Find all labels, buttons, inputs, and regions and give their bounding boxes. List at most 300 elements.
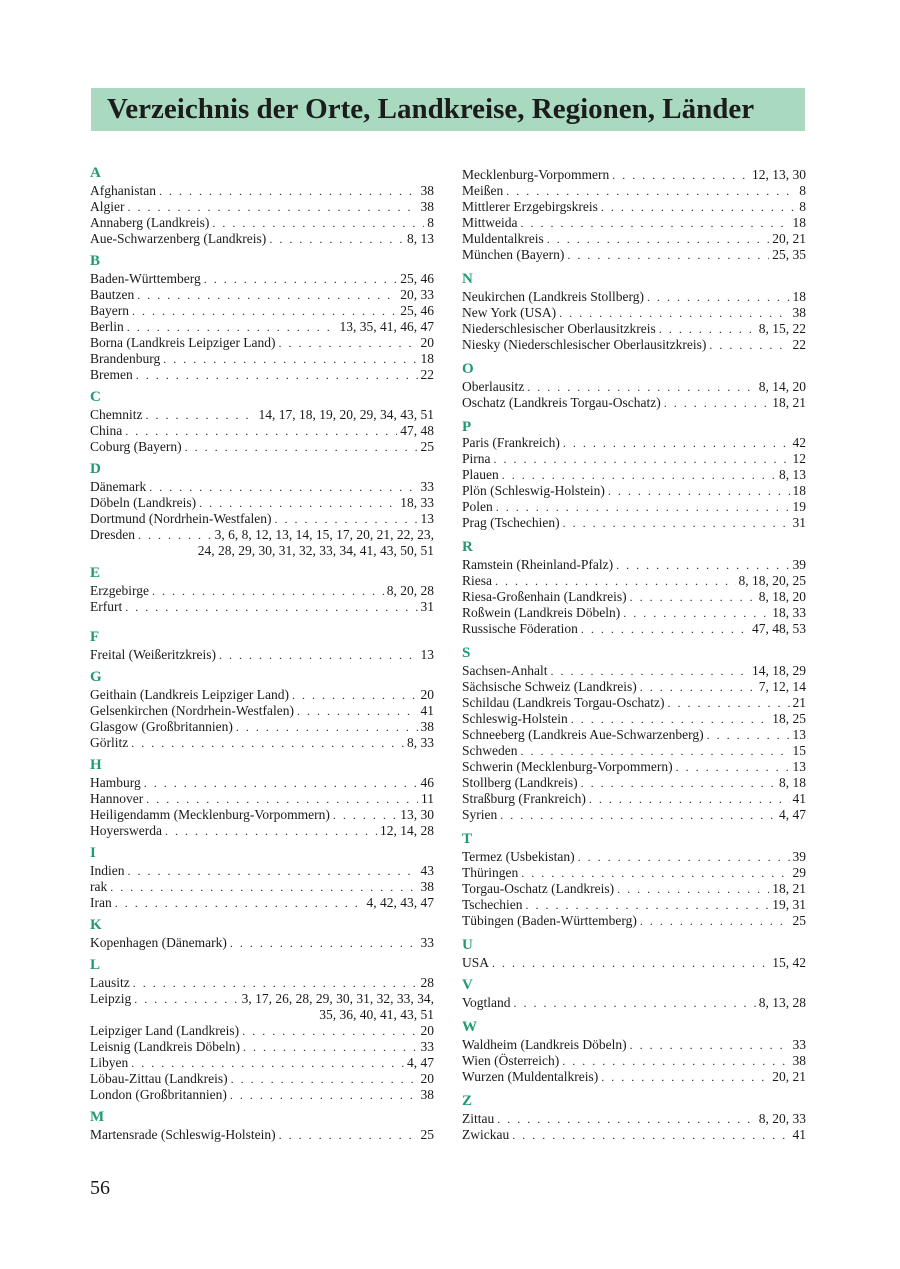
entry-name: Wurzen (Muldentalkreis) — [462, 1069, 599, 1084]
index-entry-gelsenkirchen-nordrhein-westfalen — [90, 703, 434, 719]
entry-pages: 25, 46 — [400, 271, 434, 286]
entry-pages: 12, 14, 28 — [380, 823, 434, 838]
index-entry-iran — [90, 895, 434, 911]
entry-pages: 39 — [792, 849, 806, 864]
entry-pages-continued: 24, 28, 29, 30, 31, 32, 33, 34, 41, 43, 50, 51 — [197, 543, 434, 558]
entry-name: Freital (Weißeritzkreis) — [90, 647, 216, 662]
index-entry-new-york-usa — [462, 305, 806, 321]
index-entry-wurzen-muldentalkreis — [462, 1069, 806, 1085]
entry-name: Berlin — [90, 319, 124, 334]
entry-name: Termez (Usbekistan) — [462, 849, 575, 864]
entry-name: Afghanistan — [90, 183, 156, 198]
index-entry-chemnitz — [90, 407, 434, 423]
index-entry-sachsen-anhalt — [462, 663, 806, 679]
dot-leader — [132, 303, 397, 319]
entry-name: Borna (Landkreis Leipziger Land) — [90, 335, 276, 350]
index-column-left — [90, 0, 434, 1269]
index-entry-zwickau — [462, 1127, 806, 1143]
index-entry-leipzig — [90, 991, 434, 1007]
entry-pages: 38 — [792, 305, 806, 320]
index-entry-tschechien — [462, 897, 806, 913]
entry-name: Paris (Frankreich) — [462, 435, 560, 450]
dot-leader — [630, 589, 756, 605]
index-entry-saechsische-schweiz-landkreis — [462, 679, 806, 695]
index-entry-leipziger-land-landkreis — [90, 1023, 434, 1039]
dot-leader — [623, 605, 769, 621]
entry-pages: 38 — [420, 183, 434, 198]
index-entry-schleswig-holstein — [462, 711, 806, 727]
entry-pages: 7, 12, 14 — [758, 679, 806, 694]
entry-pages: 29 — [792, 865, 806, 880]
entry-pages: 13 — [420, 511, 434, 526]
entry-name: Gelsenkirchen (Nordrhein-Westfalen) — [90, 703, 294, 718]
dot-leader — [616, 557, 789, 573]
index-entry-aue-schwarzenberg-landkreis — [90, 231, 434, 247]
entry-pages: 18, 25 — [772, 711, 806, 726]
dot-leader — [333, 807, 397, 823]
entry-name: Stollberg (Landkreis) — [462, 775, 578, 790]
entry-name: Schildau (Landkreis Torgau-Oschatz) — [462, 695, 665, 710]
entry-pages: 13 — [792, 727, 806, 742]
index-entry-vogtland — [462, 995, 806, 1011]
index-entry-strassburg-frankreich — [462, 791, 806, 807]
entry-pages: 20, 33 — [400, 287, 434, 302]
entry-name: Libyen — [90, 1055, 129, 1070]
dot-leader — [563, 515, 790, 531]
index-entry-torgau-oschatz-landkreis — [462, 881, 806, 897]
entry-name: Niederschlesischer Oberlausitzkreis — [462, 321, 656, 336]
dot-leader — [601, 199, 796, 215]
dot-leader — [134, 991, 238, 1007]
entry-pages: 13 — [792, 759, 806, 774]
dot-leader — [589, 791, 790, 807]
index-entry-plauen — [462, 467, 806, 483]
entry-name: Muldentalkreis — [462, 231, 544, 246]
index-entry-loebau-zittau-landkreis — [90, 1071, 434, 1087]
dot-leader — [581, 775, 776, 791]
entry-name: Leipziger Land (Landkreis) — [90, 1023, 240, 1038]
dot-leader — [563, 435, 790, 451]
entry-pages: 15, 42 — [772, 955, 806, 970]
dot-leader — [125, 423, 397, 439]
index-entry-zittau — [462, 1111, 806, 1127]
entry-pages: 42 — [792, 435, 806, 450]
entry-pages: 22 — [792, 337, 806, 352]
entry-name: Aue-Schwarzenberg (Landkreis) — [90, 231, 267, 246]
entry-pages: 3, 17, 26, 28, 29, 30, 31, 32, 33, 34, — [241, 991, 434, 1006]
entry-name: Algier — [90, 199, 125, 214]
entry-pages: 8, 13, 28 — [758, 995, 806, 1010]
section-letter-i: I — [90, 845, 96, 861]
entry-pages: 15 — [792, 743, 806, 758]
entry-name: Hamburg — [90, 775, 141, 790]
index-entry-dortmund-nordrhein-westfalen — [90, 511, 434, 527]
section-letter-z: Z — [462, 1093, 473, 1109]
entry-name: Prag (Tschechien) — [462, 515, 560, 530]
entry-name: Heiligendamm (Mecklenburg-Vorpommern) — [90, 807, 330, 822]
dot-leader — [128, 199, 418, 215]
section-letter-p: P — [462, 419, 472, 435]
dot-leader — [612, 167, 749, 183]
entry-name: Meißen — [462, 183, 504, 198]
index-entry-schweden — [462, 743, 806, 759]
section-letter-r: R — [462, 539, 473, 555]
section-letter-t: T — [462, 831, 473, 847]
entry-name: China — [90, 423, 123, 438]
section-letter-k: K — [90, 917, 102, 933]
entry-name: rak — [90, 879, 108, 894]
index-entry-annaberg-landkreis — [90, 215, 434, 231]
entry-name: Annaberg (Landkreis) — [90, 215, 210, 230]
entry-pages: 8, 33 — [407, 735, 434, 750]
entry-pages: 33 — [420, 1039, 434, 1054]
index-entry-muldentalkreis — [462, 231, 806, 247]
entry-pages: 12 — [792, 451, 806, 466]
index-entry-algier — [90, 199, 434, 215]
index-entry-hannover — [90, 791, 434, 807]
index-entry-leisnig-landkreis-doebeln — [90, 1039, 434, 1055]
dot-leader — [231, 1071, 418, 1087]
entry-name: Riesa-Großenhain (Landkreis) — [462, 589, 627, 604]
index-entry-mittweida — [462, 215, 806, 231]
entry-pages: 20 — [420, 1023, 434, 1038]
entry-name: Erzgebirge — [90, 583, 149, 598]
index-entry-meissen — [462, 183, 806, 199]
entry-pages: 25 — [792, 913, 806, 928]
index-entry-thueringen — [462, 865, 806, 881]
section-letter-l: L — [90, 957, 101, 973]
entry-pages: 13 — [420, 647, 434, 662]
dot-leader — [131, 735, 404, 751]
dot-leader — [640, 913, 790, 929]
index-entry-mecklenburg-vorpommern — [462, 167, 806, 183]
entry-pages: 14, 18, 29 — [752, 663, 806, 678]
entry-pages: 47, 48, 53 — [752, 621, 806, 636]
index-entry-russische-foederation — [462, 621, 806, 637]
dot-leader — [500, 807, 776, 823]
dot-leader — [494, 451, 790, 467]
entry-name: Wien (Österreich) — [462, 1053, 560, 1068]
dot-leader — [617, 881, 769, 897]
entry-name: New York (USA) — [462, 305, 557, 320]
entry-pages: 20 — [420, 1071, 434, 1086]
entry-pages: 20, 21 — [772, 1069, 806, 1084]
entry-pages: 8, 13 — [407, 231, 434, 246]
entry-pages: 28 — [420, 975, 434, 990]
index-entry-waldheim-landkreis-doebeln — [462, 1037, 806, 1053]
entry-name: Zittau — [462, 1111, 495, 1126]
entry-pages: 8, 13 — [779, 467, 806, 482]
section-letter-c: C — [90, 389, 101, 405]
entry-name: Glasgow (Großbritannien) — [90, 719, 233, 734]
entry-name: Russische Föderation — [462, 621, 578, 636]
entry-name: Schweden — [462, 743, 518, 758]
dot-leader — [664, 395, 770, 411]
entry-pages: 25 — [420, 1127, 434, 1142]
section-letter-m: M — [90, 1109, 105, 1125]
entry-name: Ramstein (Rheinland-Pfalz) — [462, 557, 614, 572]
entry-pages: 33 — [792, 1037, 806, 1052]
index-entry-indien — [90, 863, 434, 879]
entry-name: USA — [462, 955, 490, 970]
entry-name: Dortmund (Nordrhein-Westfalen) — [90, 511, 272, 526]
index-entry-paris-frankreich — [462, 435, 806, 451]
entry-name: Tübingen (Baden-Württemberg) — [462, 913, 637, 928]
entry-name: Görlitz — [90, 735, 129, 750]
entry-name: Baden-Württemberg — [90, 271, 201, 286]
index-entry-goerlitz — [90, 735, 434, 751]
dot-leader — [146, 791, 418, 807]
index-entry-lausitz — [90, 975, 434, 991]
entry-pages: 12, 13, 30 — [752, 167, 806, 182]
dot-leader — [199, 495, 397, 511]
entry-pages: 33 — [420, 479, 434, 494]
entry-pages: 19 — [792, 499, 806, 514]
index-entry-coburg-bayern — [90, 439, 434, 455]
dot-leader — [128, 863, 418, 879]
index-entry-wien-oesterreich — [462, 1053, 806, 1069]
index-entry-bayern — [90, 303, 434, 319]
entry-pages: 4, 42, 43, 47 — [366, 895, 434, 910]
dot-leader — [567, 247, 769, 263]
dot-leader — [492, 955, 769, 971]
dot-leader — [125, 599, 417, 615]
index-entry-ramstein-rheinland-pfalz — [462, 557, 806, 573]
dot-leader — [521, 865, 789, 881]
entry-name: London (Großbritannien) — [90, 1087, 227, 1102]
dot-leader — [578, 849, 790, 865]
dot-leader — [527, 379, 756, 395]
entry-pages: 18 — [420, 351, 434, 366]
index-entry-freital-weisseritzkreis — [90, 647, 434, 663]
dot-leader — [707, 727, 790, 743]
index-entry-martensrade-schleswig-holstein — [90, 1127, 434, 1143]
entry-pages: 20 — [420, 687, 434, 702]
dot-leader — [571, 711, 770, 727]
dot-leader — [630, 1037, 790, 1053]
index-entry-glasgow-grossbritannien — [90, 719, 434, 735]
dot-leader — [550, 663, 749, 679]
entry-pages: 8, 18, 20 — [758, 589, 806, 604]
entry-name: Mittweida — [462, 215, 518, 230]
entry-pages: 18, 21 — [772, 395, 806, 410]
entry-name: Plauen — [462, 467, 499, 482]
entry-name: Mecklenburg-Vorpommern — [462, 167, 610, 182]
page-number: 56 — [90, 1177, 110, 1199]
entry-name: Hoyerswerda — [90, 823, 162, 838]
entry-pages: 46 — [420, 775, 434, 790]
index-entry-berlin — [90, 319, 434, 335]
index-entry-prag-tschechien — [462, 515, 806, 531]
index-entry-hoyerswerda — [90, 823, 434, 839]
dot-leader — [230, 935, 418, 951]
dot-leader — [676, 759, 790, 775]
dot-leader — [709, 337, 789, 353]
dot-leader — [562, 1053, 789, 1069]
entry-pages: 4, 47 — [407, 1055, 434, 1070]
entry-name: Straßburg (Frankreich) — [462, 791, 586, 806]
section-letter-o: O — [462, 361, 474, 377]
entry-pages: 21 — [792, 695, 806, 710]
entry-pages: 38 — [420, 719, 434, 734]
dot-leader — [136, 367, 418, 383]
index-entry-ploen-schleswig-holstein — [462, 483, 806, 499]
entry-name: Lausitz — [90, 975, 130, 990]
dot-leader — [497, 1111, 756, 1127]
entry-pages: 38 — [792, 1053, 806, 1068]
index-entry-rak — [90, 879, 434, 895]
dot-leader — [520, 743, 789, 759]
dot-leader — [146, 407, 256, 423]
index-entry-niesky-niederschlesischer-oberlausitzkreis — [462, 337, 806, 353]
dot-leader — [243, 1039, 418, 1055]
index-entry-riesa — [462, 573, 806, 589]
entry-pages: 11 — [421, 791, 434, 806]
index-entry-kopenhagen-daenemark — [90, 935, 434, 951]
entry-pages: 25, 35 — [772, 247, 806, 262]
index-entry-stollberg-landkreis — [462, 775, 806, 791]
entry-name: Zwickau — [462, 1127, 510, 1142]
entry-pages: 33 — [420, 935, 434, 950]
dot-leader — [127, 319, 337, 335]
entry-pages: 31 — [420, 599, 434, 614]
index-entry-dresden — [90, 527, 434, 543]
index-entry-borna-landkreis-leipziger-land — [90, 335, 434, 351]
entry-name: Bautzen — [90, 287, 135, 302]
entry-pages: 22 — [420, 367, 434, 382]
entry-pages: 3, 6, 8, 12, 13, 14, 15, 17, 20, 21, 22, 23, — [214, 527, 434, 542]
index-entry-niederschlesischer-oberlausitzkreis — [462, 321, 806, 337]
dot-leader — [512, 1127, 789, 1143]
section-letter-e: E — [90, 565, 101, 581]
dot-leader — [279, 1127, 418, 1143]
section-letter-w: W — [462, 1019, 477, 1035]
section-letter-u: U — [462, 937, 473, 953]
dot-leader — [559, 305, 789, 321]
index-entry-hamburg — [90, 775, 434, 791]
entry-name: Leipzig — [90, 991, 132, 1006]
entry-pages: 19, 31 — [772, 897, 806, 912]
index-entry-erfurt — [90, 599, 434, 615]
dot-leader — [110, 879, 417, 895]
entry-pages: 31 — [792, 515, 806, 530]
entry-pages: 4, 47 — [779, 807, 806, 822]
index-entry-schildau-landkreis-torgau-oschatz — [462, 695, 806, 711]
entry-name: Dresden — [90, 527, 135, 542]
dot-leader — [279, 335, 418, 351]
index-entry-oschatz-landkreis-torgau-oschatz — [462, 395, 806, 411]
entry-name: Löbau-Zittau (Landkreis) — [90, 1071, 228, 1086]
entry-name: München (Bayern) — [462, 247, 565, 262]
index-column-right — [462, 0, 806, 1269]
dot-leader — [131, 1055, 404, 1071]
entry-name: Tschechien — [462, 897, 523, 912]
dot-leader — [547, 231, 770, 247]
entry-name: Schwerin (Mecklenburg-Vorpommern) — [462, 759, 673, 774]
entry-name: Sachsen-Anhalt — [462, 663, 548, 678]
entry-pages: 47, 48 — [400, 423, 434, 438]
entry-pages: 25, 46 — [400, 303, 434, 318]
entry-name: Vogtland — [462, 995, 511, 1010]
entry-name: Oberlausitz — [462, 379, 525, 394]
dot-leader — [514, 995, 756, 1011]
index-entry-polen — [462, 499, 806, 515]
dot-leader — [292, 687, 417, 703]
entry-name: Brandenburg — [90, 351, 161, 366]
index-entry-erzgebirge — [90, 583, 434, 599]
dot-leader — [274, 511, 417, 527]
index-entry-pirna — [462, 451, 806, 467]
dot-leader — [185, 439, 418, 455]
entry-pages: 38 — [420, 879, 434, 894]
entry-pages: 18 — [792, 483, 806, 498]
dot-leader — [137, 287, 397, 303]
dot-leader — [236, 719, 418, 735]
entry-name: Pirna — [462, 451, 491, 466]
entry-pages: 8 — [427, 215, 434, 230]
dot-leader — [526, 897, 770, 913]
entry-pages: 20 — [420, 335, 434, 350]
entry-pages: 8 — [799, 183, 806, 198]
entry-name: Hannover — [90, 791, 144, 806]
entry-name: Polen — [462, 499, 493, 514]
index-entry-usa — [462, 955, 806, 971]
dot-leader — [133, 975, 418, 991]
entry-name: Bayern — [90, 303, 129, 318]
dot-leader — [608, 483, 790, 499]
index-entry-syrien — [462, 807, 806, 823]
entry-name: Neukirchen (Landkreis Stollberg) — [462, 289, 644, 304]
section-letter-a: A — [90, 165, 101, 181]
dot-leader — [495, 573, 736, 589]
entry-name: Niesky (Niederschlesischer Oberlausitzkreis) — [462, 337, 707, 352]
entry-pages: 8 — [799, 199, 806, 214]
index-entry-libyen — [90, 1055, 434, 1071]
dot-leader — [297, 703, 418, 719]
dot-leader — [269, 231, 404, 247]
index-entry-tuebingen-baden-wuerttemberg — [462, 913, 806, 929]
dot-leader — [496, 499, 790, 515]
dot-leader — [230, 1087, 418, 1103]
entry-name: Oschatz (Landkreis Torgau-Oschatz) — [462, 395, 661, 410]
page-title: Verzeichnis der Orte, Landkreise, Regionen, Länder — [107, 93, 755, 125]
entry-name: Kopenhagen (Dänemark) — [90, 935, 227, 950]
entry-pages: 18, 21 — [772, 881, 806, 896]
entry-pages: 38 — [420, 1087, 434, 1102]
section-letter-v: V — [462, 977, 473, 993]
entry-pages: 41 — [792, 791, 806, 806]
entry-pages: 38 — [420, 199, 434, 214]
index-entry-london-grossbritannien — [90, 1087, 434, 1103]
entry-name: Syrien — [462, 807, 498, 822]
dot-leader — [581, 621, 749, 637]
dot-leader — [601, 1069, 769, 1085]
index-entry-china — [90, 423, 434, 439]
entry-name: Schneeberg (Landkreis Aue-Schwarzenberg) — [462, 727, 704, 742]
entry-pages: 14, 17, 18, 19, 20, 29, 34, 43, 51 — [258, 407, 434, 422]
index-entry-riesa-grossenhain-landkreis — [462, 589, 806, 605]
entry-name: Leisnig (Landkreis Döbeln) — [90, 1039, 240, 1054]
index-entry-schwerin-mecklenburg-vorpommern — [462, 759, 806, 775]
entry-name: Bremen — [90, 367, 133, 382]
entry-name: Martensrade (Schleswig-Holstein) — [90, 1127, 276, 1142]
entry-pages: 13, 30 — [400, 807, 434, 822]
entry-name: Schleswig-Holstein — [462, 711, 568, 726]
dot-leader — [115, 895, 364, 911]
entry-name: Roßwein (Landkreis Döbeln) — [462, 605, 621, 620]
index-entry-baden-wuerttemberg — [90, 271, 434, 287]
dot-leader — [219, 647, 418, 663]
